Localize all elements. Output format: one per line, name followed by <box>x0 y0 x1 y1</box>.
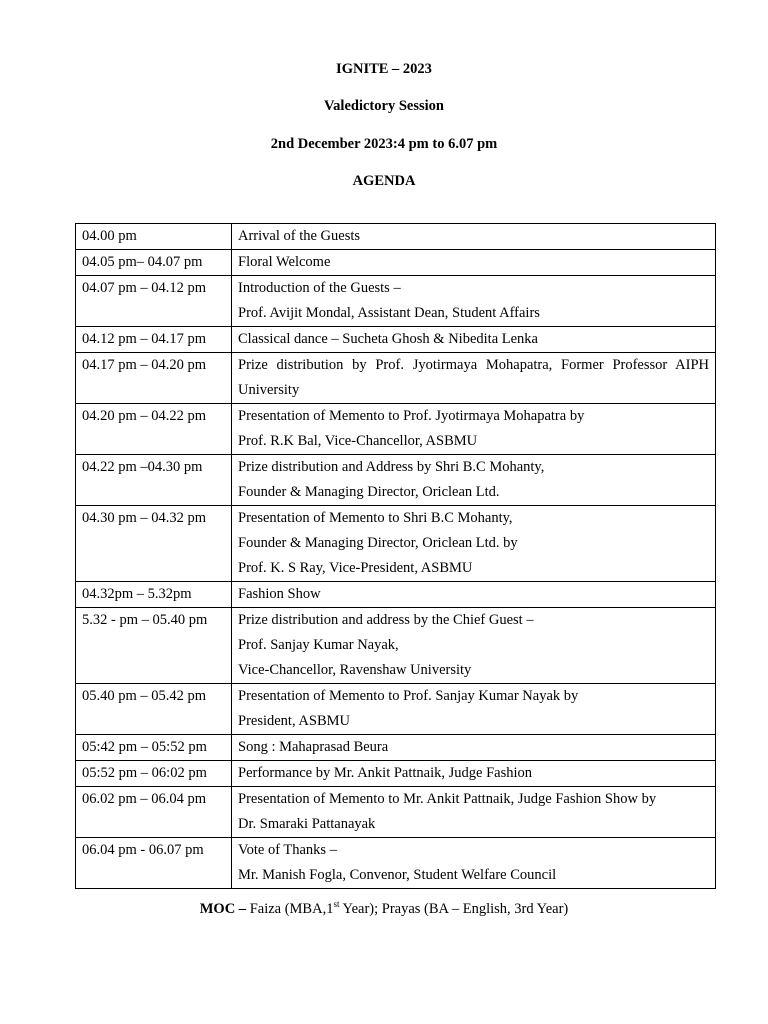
agenda-time: 04.12 pm – 04.17 pm <box>76 327 232 353</box>
agenda-row <box>76 684 716 735</box>
moc-label: MOC – <box>199 901 247 917</box>
agenda-time: 04.22 pm –04.30 pm <box>76 455 232 506</box>
agenda-time: 05:52 pm – 06:02 pm <box>76 761 232 787</box>
agenda-description <box>232 787 716 838</box>
agenda-description <box>232 250 716 276</box>
agenda-row <box>76 838 716 889</box>
agenda-description-line: Founder & Managing Director, Oriclean Ltd. by <box>238 535 518 551</box>
agenda-description-line: Performance by Mr. Ankit Pattnaik, Judge Fashion <box>238 765 532 781</box>
agenda-description <box>232 582 716 608</box>
agenda-description <box>232 353 716 404</box>
agenda-description-line: Presentation of Memento to Prof. Jyotirmaya Mohapatra by <box>238 408 585 424</box>
agenda-row <box>76 787 716 838</box>
agenda-row <box>76 761 716 787</box>
agenda-description-line: Presentation of Memento to Shri B.C Mohanty, <box>238 510 513 526</box>
agenda-table <box>75 223 716 889</box>
agenda-description <box>232 327 716 353</box>
agenda-description <box>232 506 716 582</box>
agenda-description-line: Prize distribution by Prof. Jyotirmaya Mohapatra, Former Professor AIPH University <box>238 357 709 398</box>
agenda-description <box>232 735 716 761</box>
agenda-time: 05:42 pm – 05:52 pm <box>76 735 232 761</box>
agenda-description-line: Arrival of the Guests <box>238 228 361 244</box>
agenda-description-line: Prize distribution and address by the Chief Guest – <box>238 612 534 628</box>
agenda-time: 06.04 pm - 06.07 pm <box>76 838 232 889</box>
moc-superscript: st <box>333 899 340 910</box>
agenda-description-line: Mr. Manish Fogla, Convenor, Student Welfare Council <box>238 867 557 883</box>
agenda-time: 04.00 pm <box>76 224 232 250</box>
agenda-row <box>76 735 716 761</box>
agenda-time: 04.17 pm – 04.20 pm <box>76 353 232 404</box>
agenda-description <box>232 276 716 327</box>
agenda-description <box>232 608 716 684</box>
moc-text-part1: Faiza (MBA,1 <box>246 901 334 917</box>
agenda-row <box>76 455 716 506</box>
agenda-description <box>232 761 716 787</box>
agenda-description-line: Founder & Managing Director, Oriclean Ltd. <box>238 484 500 500</box>
agenda-time: 06.02 pm – 06.04 pm <box>76 787 232 838</box>
agenda-row <box>76 224 716 250</box>
agenda-time: 04.32pm – 5.32pm <box>76 582 232 608</box>
agenda-row <box>76 506 716 582</box>
agenda-time: 05.40 pm – 05.42 pm <box>76 684 232 735</box>
moc-line <box>0 901 768 918</box>
agenda-heading: AGENDA <box>352 173 416 189</box>
agenda-description-line: Prize distribution and Address by Shri B.C Mohanty, <box>238 459 545 475</box>
agenda-description-line: Fashion Show <box>238 586 321 602</box>
agenda-row <box>76 250 716 276</box>
agenda-description <box>232 838 716 889</box>
agenda-description-line: Presentation of Memento to Mr. Ankit Pattnaik, Judge Fashion Show by <box>238 791 657 807</box>
agenda-description-line: Prof. R.K Bal, Vice-Chancellor, ASBMU <box>238 433 478 449</box>
agenda-description-line: Dr. Smaraki Pattanayak <box>238 816 376 832</box>
agenda-row <box>76 608 716 684</box>
agenda-row <box>76 327 716 353</box>
agenda-description-line: Classical dance – Sucheta Ghosh & Nibedita Lenka <box>238 331 538 347</box>
agenda-row <box>76 404 716 455</box>
agenda-description-line: Presentation of Memento to Prof. Sanjay Kumar Nayak by <box>238 688 579 704</box>
agenda-time: 04.30 pm – 04.32 pm <box>76 506 232 582</box>
agenda-description-line: Vice-Chancellor, Ravenshaw University <box>238 662 472 678</box>
agenda-time: 04.05 pm– 04.07 pm <box>76 250 232 276</box>
agenda-description <box>232 224 716 250</box>
agenda-description <box>232 455 716 506</box>
agenda-row <box>76 276 716 327</box>
agenda-description-line: Prof. K. S Ray, Vice-President, ASBMU <box>238 560 473 576</box>
agenda-row <box>76 582 716 608</box>
agenda-description-line: Floral Welcome <box>238 254 331 270</box>
agenda-description <box>232 404 716 455</box>
document-title: IGNITE – 2023 <box>336 61 432 77</box>
agenda-time: 5.32 - pm – 05.40 pm <box>76 608 232 684</box>
agenda-description-line: Prof. Sanjay Kumar Nayak, <box>238 637 399 653</box>
agenda-description-line: Introduction of the Guests – <box>238 280 401 296</box>
agenda-time: 04.07 pm – 04.12 pm <box>76 276 232 327</box>
date-time: 2nd December 2023:4 pm to 6.07 pm <box>270 136 498 152</box>
agenda-row <box>76 353 716 404</box>
agenda-time: 04.20 pm – 04.22 pm <box>76 404 232 455</box>
moc-text-part2: Year); Prayas (BA – English, 3rd Year) <box>339 901 569 917</box>
session-title: Valedictory Session <box>324 98 444 114</box>
agenda-description-line: Vote of Thanks – <box>238 842 337 858</box>
agenda-description-line: Prof. Avijit Mondal, Assistant Dean, Student Affairs <box>238 305 540 321</box>
agenda-description-line: Song : Mahaprasad Beura <box>238 739 389 755</box>
agenda-description-line: President, ASBMU <box>238 713 350 729</box>
agenda-description <box>232 684 716 735</box>
